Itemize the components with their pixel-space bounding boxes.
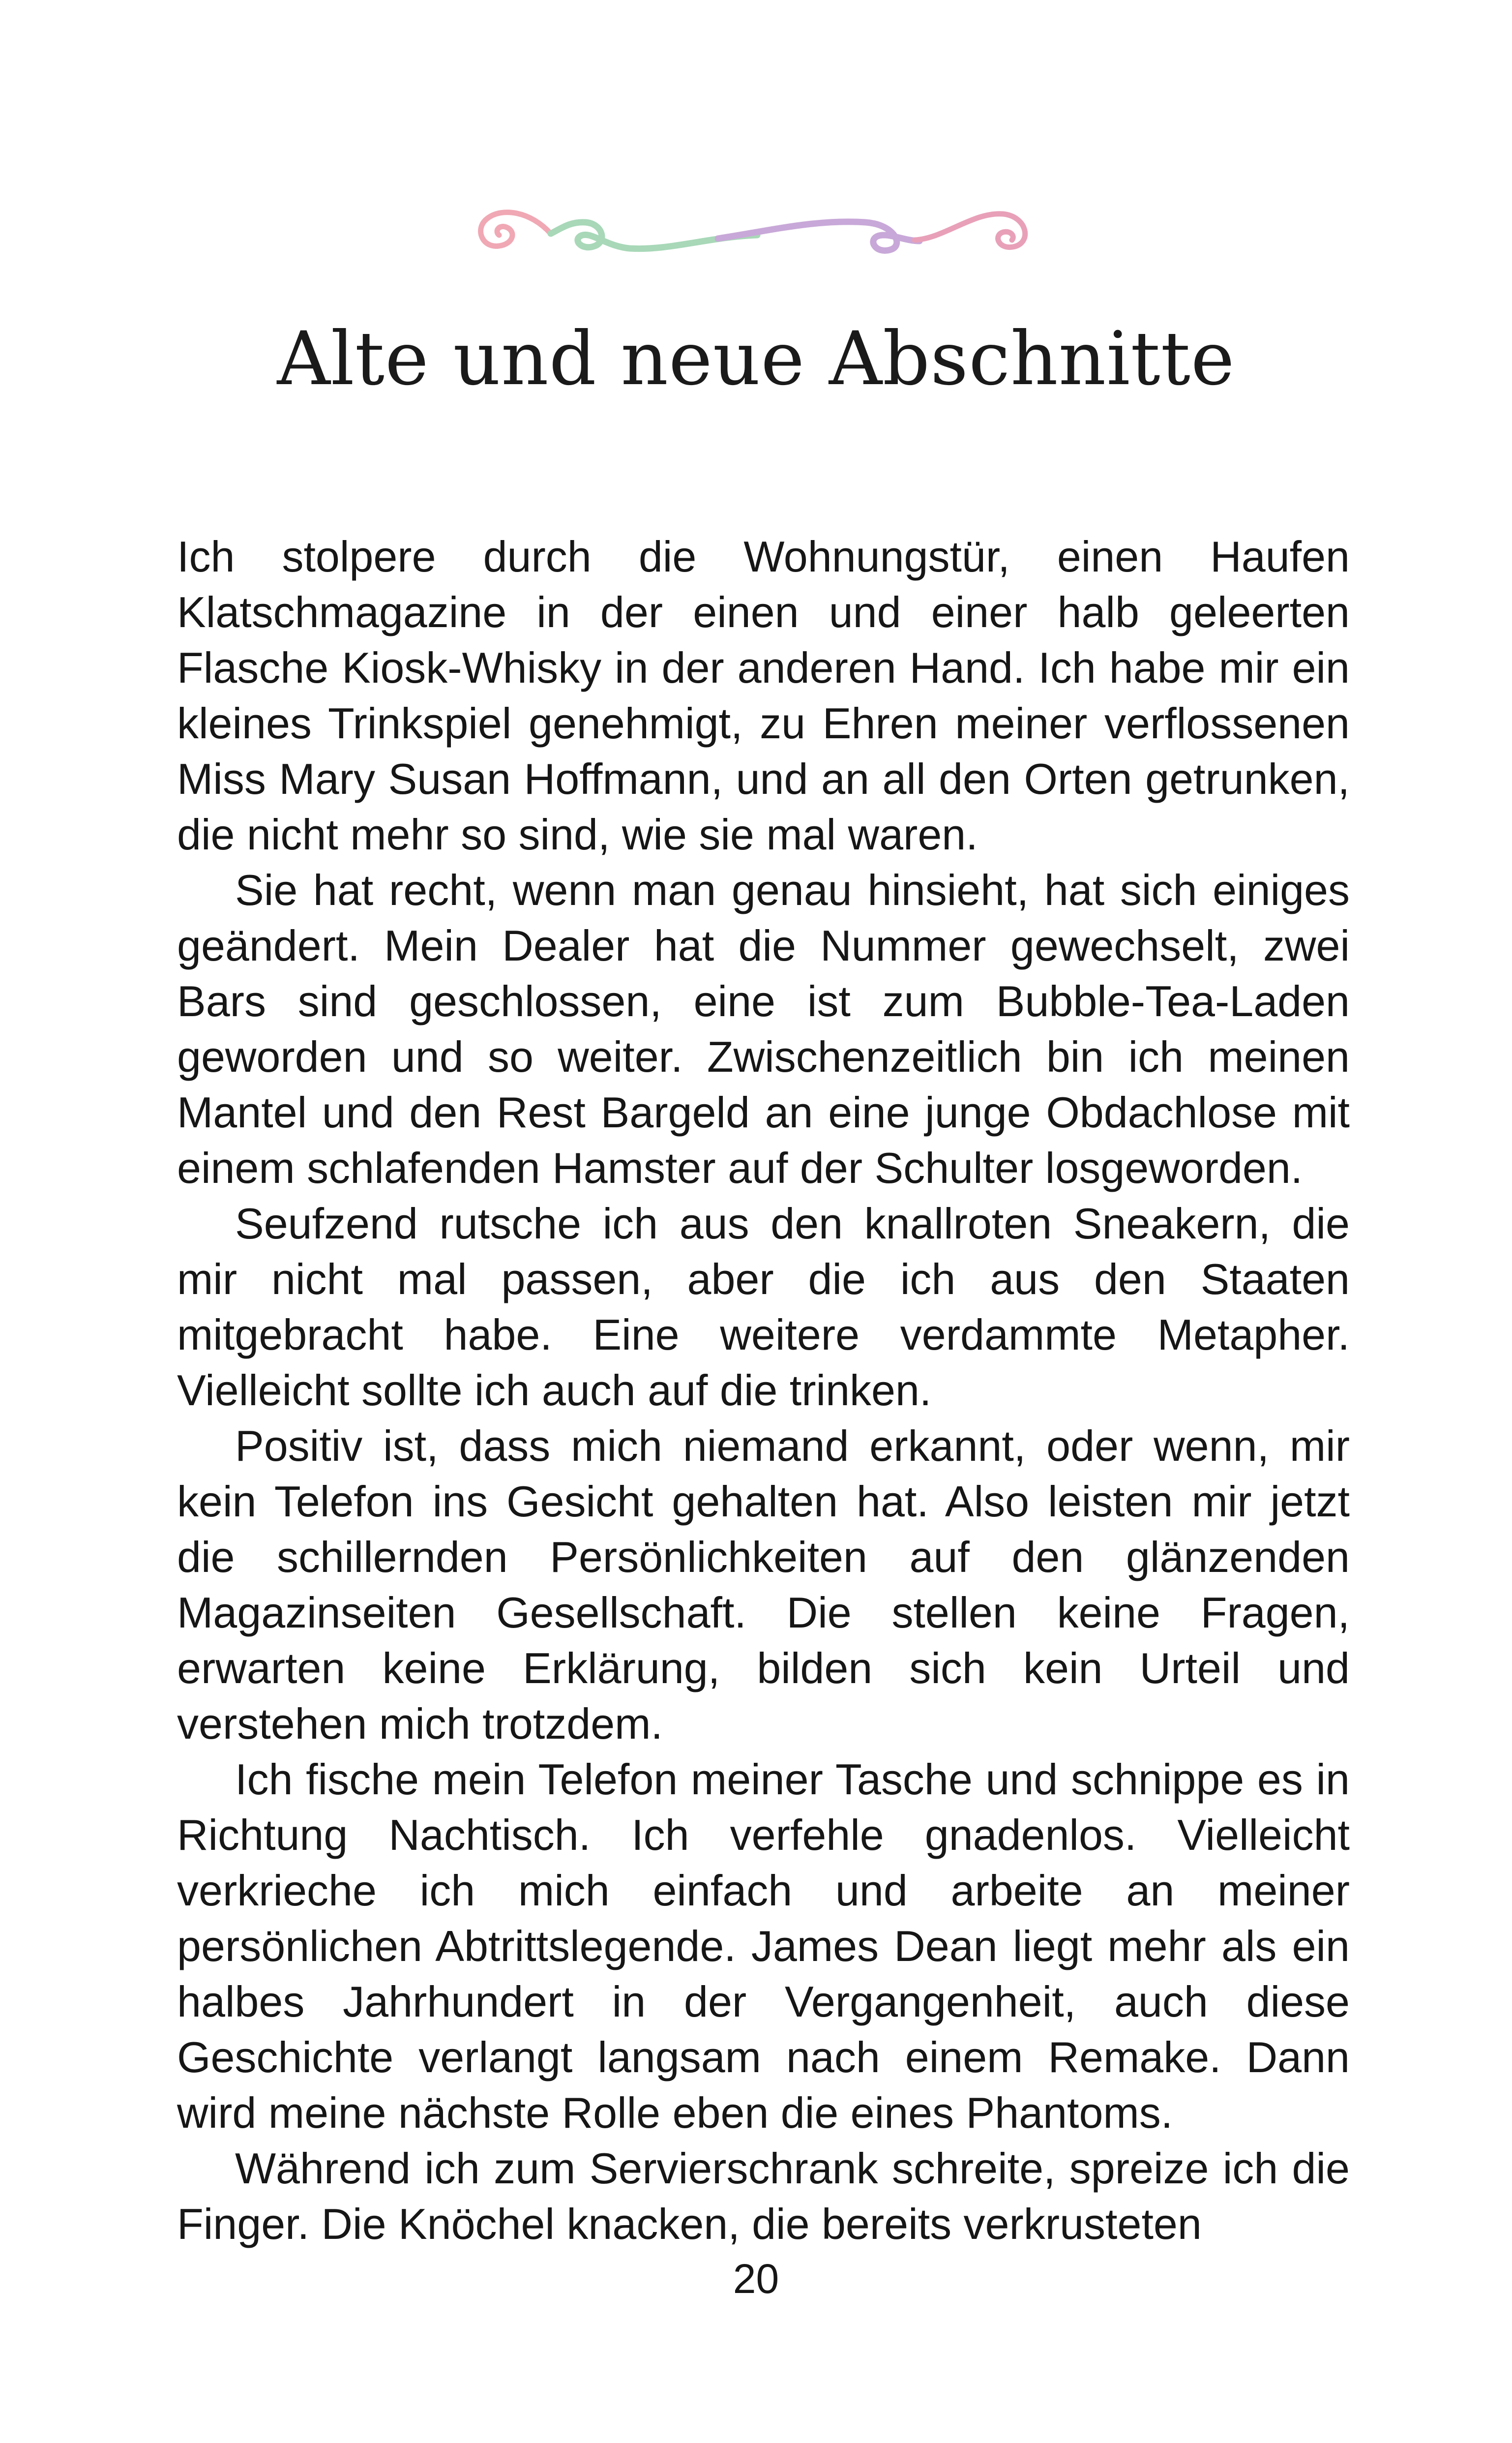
paragraph-2: Sie hat recht, wenn man genau hinsieht, hat sich einiges geändert. Mein Dealer hat die Nummer gewechselt, zwei Bars sind geschlossen, eine ist zum Bubble-Tea-Laden geworden und so weiter. Zwischenzeitlich bin ich meinen Mantel und den Rest Bargeld an eine junge Obdachlose mit einem schlafenden Hamster auf der Schulter losgeworden. [177,866,1350,1192]
ornament-left-curl [481,212,551,246]
paragraph-4: Positiv ist, dass mich niemand erkannt, oder wenn, mir kein Telefon ins Gesicht gehalten hat. Also leisten mir jetzt die schillernden Persönlichkeiten auf den glänzenden Magazinseiten Gesellschaft. Die stellen keine Fragen, erwarten keine Erklärung, bilden sich kein Urteil und verstehen mich trotzdem. [177,1421,1350,1748]
paragraph-6: Während ich zum Servierschrank schreite, spreize ich die Finger. Die Knöchel knacken, die bereits verkrusteten [177,2144,1350,2248]
paragraph-5: Ich fische mein Telefon meiner Tasche und schnippe es in Richtung Nachtisch. Ich verfehle gnadenlos. Vielleicht verkrieche ich mich einfach und arbeite an meiner persönlichen Abtrittslegende. James Dean liegt mehr als ein halbes Jahrhundert in der Vergangenheit, auch diese Geschichte verlangt langsam nach einem Remake. Dann wird meine nächste Rolle eben die eines Phantoms. [177,1755,1350,2137]
chapter-body [177,529,1350,2252]
page-number: 20 [733,2256,779,2302]
paragraph-1: Ich stolpere durch die Wohnungstür, einen Haufen Klatschmagazine in der einen und einer halb geleerten Flasche Kiosk-Whisky in der anderen Hand. Ich habe mir ein kleines Trinkspiel genehmigt, zu Ehren meiner verflossenen Miss Mary Susan Hoffmann, und an all den Orten getrunken, die nicht mehr so sind, wie sie mal waren. [177,532,1350,859]
ornament-purple-swirl [718,222,919,251]
paragraph-3: Seufzend rutsche ich aus den knallroten Sneakern, die mir nicht mal passen, aber die ich aus den Staaten mitgebracht habe. Eine weitere verdammte Metapher. Vielleicht sollte ich auch auf die trinken. [177,1199,1350,1415]
ornament-right-curl [915,214,1025,247]
chapter-title: Alte und neue Abschnitte [277,316,1235,402]
decorative-swirl-ornament [472,202,1042,266]
